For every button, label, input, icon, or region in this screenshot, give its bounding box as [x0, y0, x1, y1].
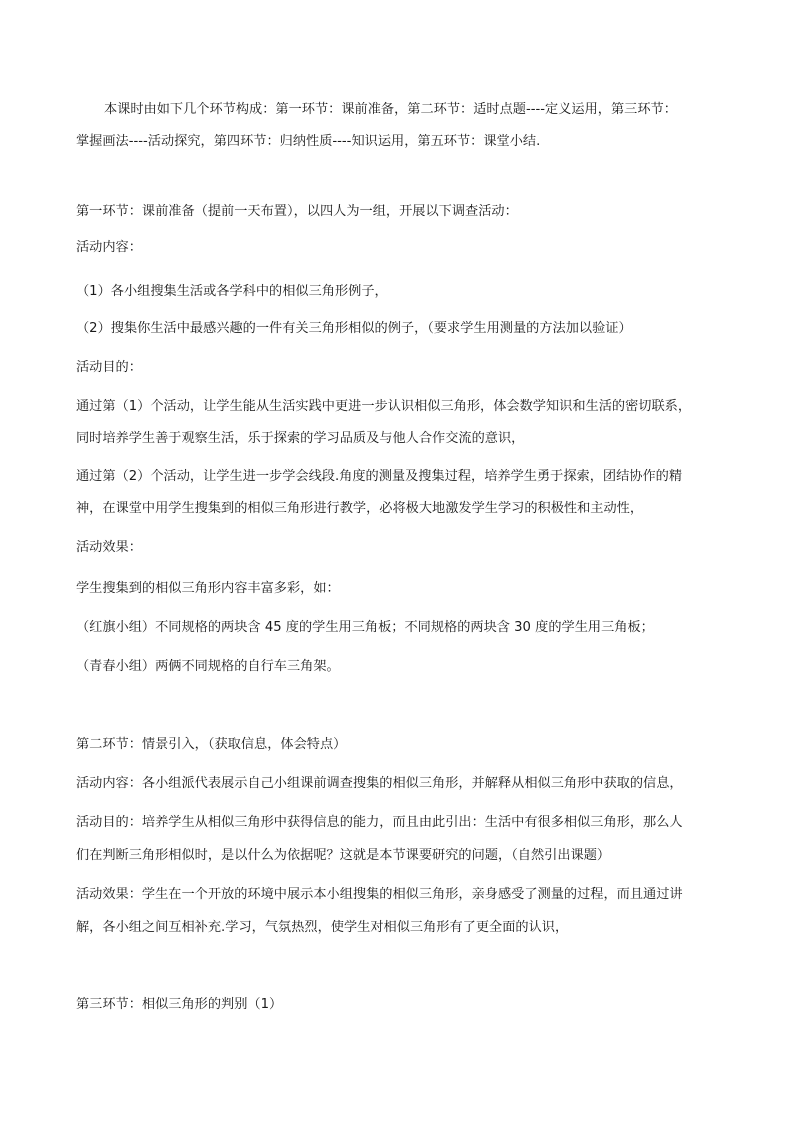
effect-line-1: 学生搜集到的相似三角形内容丰富多彩，如： [76, 581, 340, 596]
section-2-content: 活动内容：各小组派代表展示自己小组课前调查搜集的相似三角形，并解释从相似三角形中获取的信息， [76, 776, 683, 791]
effect-line-2: （红旗小组）不同规格的两块含 45 度的学生用三角板；不同规格的两块含 30 度的学生用三角板； [76, 620, 654, 635]
section-2-purpose-line-1: 活动目的：培养学生从相似三角形中获得信息的能力，而且由此引出：生活中有很多相似三角形，那么人 [76, 815, 683, 830]
purpose-para-1-line-2: 同时培养学生善于观察生活，乐于探索的学习品质及与他人合作交流的意识， [76, 431, 525, 446]
activity-item-1: （1）各小组搜集生活或各学科中的相似三角形例子， [76, 284, 388, 299]
purpose-para-2-line-2: 神，在课堂中用学生搜集到的相似三角形进行教学，必将极大地激发学生学习的积极性和主动性， [76, 501, 644, 516]
activity-content-label: 活动内容： [76, 240, 142, 255]
effect-line-3: （青春小组）两俩不同规格的自行车三角架。 [76, 659, 340, 674]
activity-purpose-label: 活动目的： [76, 360, 142, 375]
activity-effect-label: 活动效果： [76, 540, 142, 555]
intro-line-2: 掌握画法----活动探究，第四环节：归纳性质----知识运用，第五环节：课堂小结. [76, 134, 541, 149]
intro-line-1: 本课时由如下几个环节构成：第一环节：课前准备，第二环节：适时点题----定义运用，第三环节： [104, 102, 677, 117]
section-2-effect-line-1: 活动效果：学生在一个开放的环境中展示本小组搜集的相似三角形，亲身感受了测量的过程，而且通过讲 [76, 887, 683, 902]
section-2-effect-line-2: 解，各小组之间互相补充.学习，气氛热烈，使学生对相似三角形有了更全面的认识， [76, 920, 569, 935]
purpose-para-2-line-1: 通过第（2）个活动，让学生进一步学会线段.角度的测量及搜集过程，培养学生勇于探索，团结协作的精 [76, 469, 683, 484]
activity-item-2: （2）搜集你生活中最感兴趣的一件有关三角形相似的例子，（要求学生用测量的方法加以验证） [76, 321, 632, 336]
purpose-para-1-line-1: 通过第（1）个活动，让学生能从生活实践中更进一步认识相似三角形，体会数学知识和生活的密切联系， [76, 399, 692, 414]
section-1-heading: 第一环节：课前准备（提前一天布置），以四人为一组，开展以下调查活动： [76, 204, 518, 219]
section-3-heading: 第三环节：相似三角形的判别（1） [76, 997, 283, 1012]
section-2-purpose-line-2: 们在判断三角形相似时，是以什么为依据呢？这就是本节课要研究的问题，（自然引出课题） [76, 848, 611, 863]
section-2-heading: 第二环节：情景引入，（获取信息，体会特点） [76, 737, 347, 752]
